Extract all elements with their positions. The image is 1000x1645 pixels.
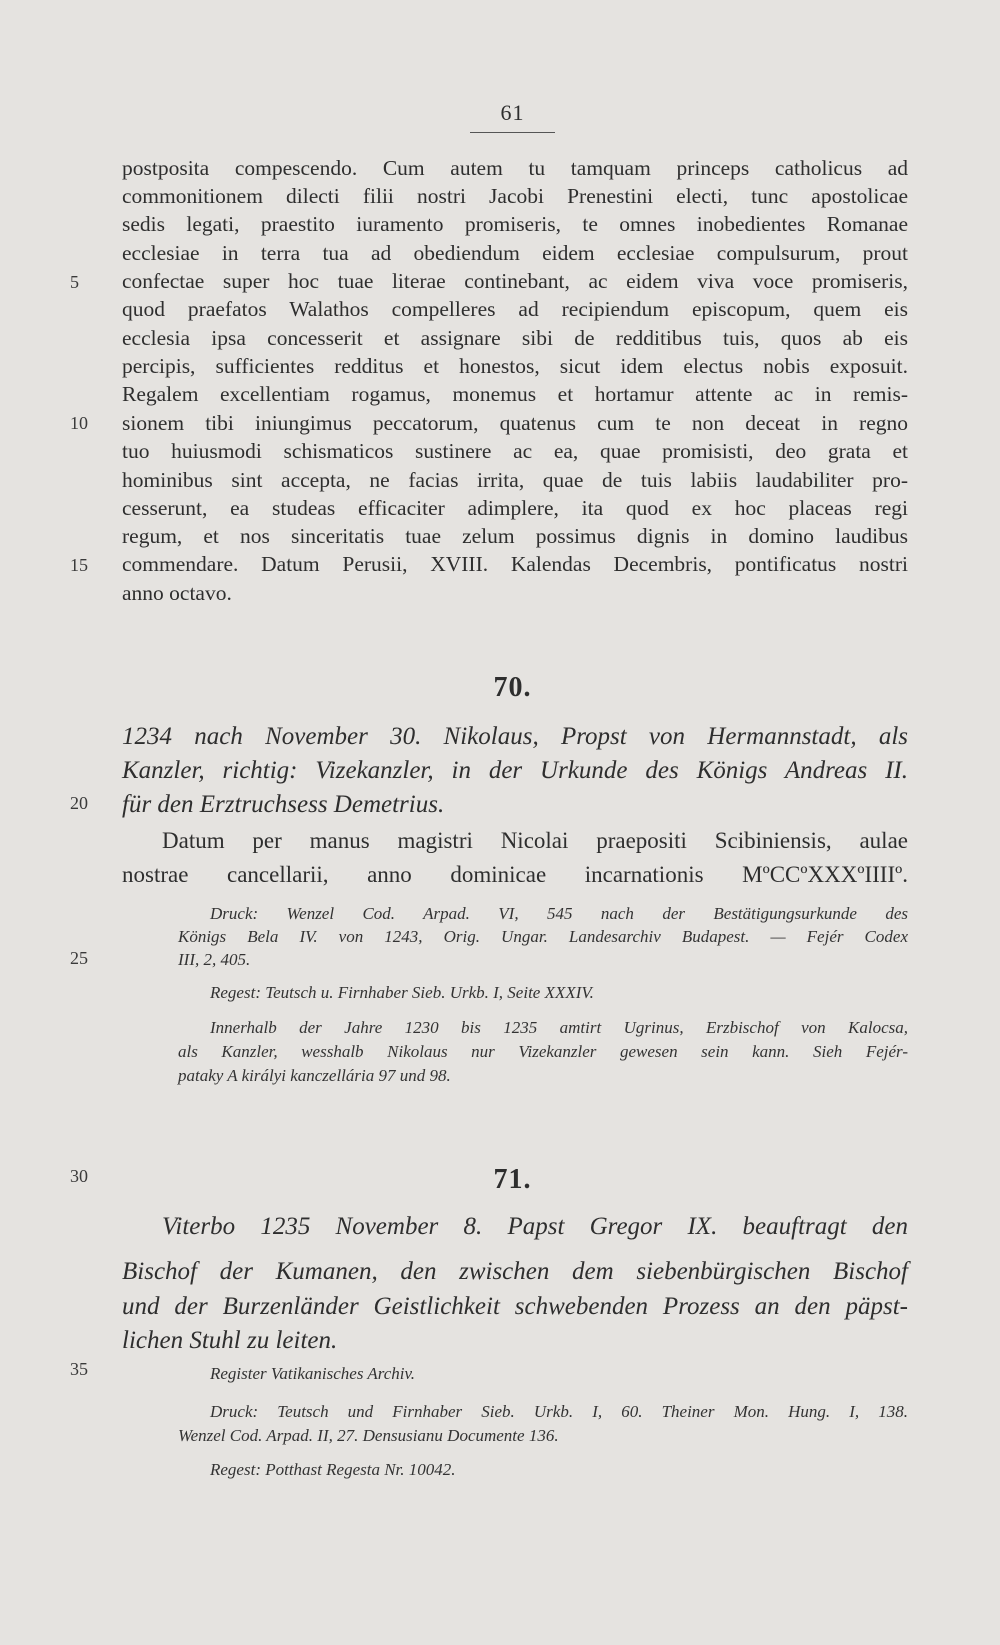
- doc70-druck-line: Königs Bela IV. von 1243, Orig. Ungar. Landesarchiv Budapest. — Fejér Codex: [178, 927, 908, 946]
- document-number-71: 71.: [493, 1164, 532, 1195]
- main-text-line: tuo huiusmodi schismaticos sustinere ac ea, quae promisisti, deo grata et: [122, 439, 908, 463]
- main-text-line: confectae super hoc tuae literae continebant, ac eidem viva voce promiseris,: [122, 269, 908, 293]
- doc71-heading-line: Viterbo 1235 November 8. Papst Gregor IX. beauftragt den: [162, 1213, 908, 1240]
- line-number: 10: [70, 413, 88, 433]
- main-text-line: percipis, sufficientes redditus et honestos, sicut idem electus nobis exposuit.: [122, 354, 908, 378]
- main-text-line: quod praefatos Walathos compelleres ad recipiendum episcopum, quem eis: [122, 297, 908, 321]
- doc71-regest-line: Regest: Potthast Regesta Nr. 10042.: [210, 1460, 456, 1479]
- main-text-line: ecclesia ipsa concesserit et assignare sibi de redditibus tuis, quos ab eis: [122, 326, 908, 350]
- doc70-heading-line: für den Erztruchsess Demetrius.: [122, 791, 445, 818]
- document-number-70: 70.: [493, 672, 532, 703]
- doc70-remark-line: pataky A királyi kanczellária 97 und 98.: [178, 1066, 451, 1085]
- line-number: 35: [70, 1359, 88, 1379]
- doc70-heading-line: 1234 nach November 30. Nikolaus, Propst von Hermannstadt, als: [122, 723, 908, 750]
- doc70-druck-line: III, 2, 405.: [178, 950, 251, 969]
- line-number: 30: [70, 1166, 88, 1186]
- main-text-line: cesserunt, ea studeas efficaciter adimplere, ita quod ex hoc placeas regi: [122, 496, 908, 520]
- doc71-druck-line: Druck: Teutsch und Firnhaber Sieb. Urkb. I, 60. Theiner Mon. Hung. I, 138.: [210, 1402, 908, 1421]
- doc70-heading-line: Kanzler, richtig: Vizekanzler, in der Urkunde des Königs Andreas II.: [122, 757, 908, 784]
- doc70-remark-line: Innerhalb der Jahre 1230 bis 1235 amtirt Ugrinus, Erzbischof von Kalocsa,: [210, 1018, 908, 1037]
- main-text-line: postposita compescendo. Cum autem tu tamquam princeps catholicus ad: [122, 156, 908, 180]
- line-number: 20: [70, 793, 88, 813]
- doc71-heading-line: und der Burzenländer Geistlichkeit schwebenden Prozess an den päpst-: [122, 1293, 908, 1320]
- main-text-line: commendare. Datum Perusii, XVIII. Kalendas Decembris, pontificatus nostri: [122, 552, 908, 576]
- main-text-line: sionem tibi iniungimus peccatorum, quatenus cum te non deceat in regno: [122, 411, 908, 435]
- line-number: 5: [70, 272, 79, 292]
- line-number: 15: [70, 555, 88, 575]
- main-text-line: anno octavo.: [122, 581, 232, 605]
- main-text-line: sedis legati, praestito iuramento promiseris, te omnes inobedientes Romanae: [122, 212, 908, 236]
- page-number-rule: [470, 132, 555, 133]
- doc71-druck-line: Wenzel Cod. Arpad. II, 27. Densusianu Documente 136.: [178, 1426, 559, 1445]
- main-text-line: hominibus sint accepta, ne facias irrita, quae de tuis labiis laudabiliter pro-: [122, 468, 908, 492]
- main-text-line: commonitionem dilecti filii nostri Jacobi Prenestini electi, tunc apostolicae: [122, 184, 908, 208]
- doc71-heading-line: Bischof der Kumanen, den zwischen dem siebenbürgischen Bischof: [122, 1258, 908, 1285]
- doc70-regest-line: Regest: Teutsch u. Firnhaber Sieb. Urkb. I, Seite XXXIV.: [210, 983, 594, 1002]
- main-text-line: ecclesiae in terra tua ad obediendum eidem ecclesiae compulsurum, prout: [122, 241, 908, 265]
- page-number: 61: [500, 100, 525, 125]
- main-text-line: regum, et nos sinceritatis tuae zelum possimus dignis in domino laudibus: [122, 524, 908, 548]
- doc70-remark-line: als Kanzler, wesshalb Nikolaus nur Vizekanzler gewesen sein kann. Sieh Fejér-: [178, 1042, 908, 1061]
- doc71-register-line: Register Vatikanisches Archiv.: [210, 1364, 416, 1383]
- main-text-line: Regalem excellentiam rogamus, monemus et hortamur attente ac in remis-: [122, 382, 908, 406]
- doc70-text-line: Datum per manus magistri Nicolai praepositi Scibiniensis, aulae: [162, 828, 908, 853]
- doc71-heading-line: lichen Stuhl zu leiten.: [122, 1327, 338, 1354]
- line-number: 25: [70, 948, 88, 968]
- doc70-druck-line: Druck: Wenzel Cod. Arpad. VI, 545 nach der Bestätigungsurkunde des: [210, 904, 908, 923]
- doc70-text-line: nostrae cancellarii, anno dominicae incarnationis MºCCºXXXºIIIIº.: [122, 862, 908, 887]
